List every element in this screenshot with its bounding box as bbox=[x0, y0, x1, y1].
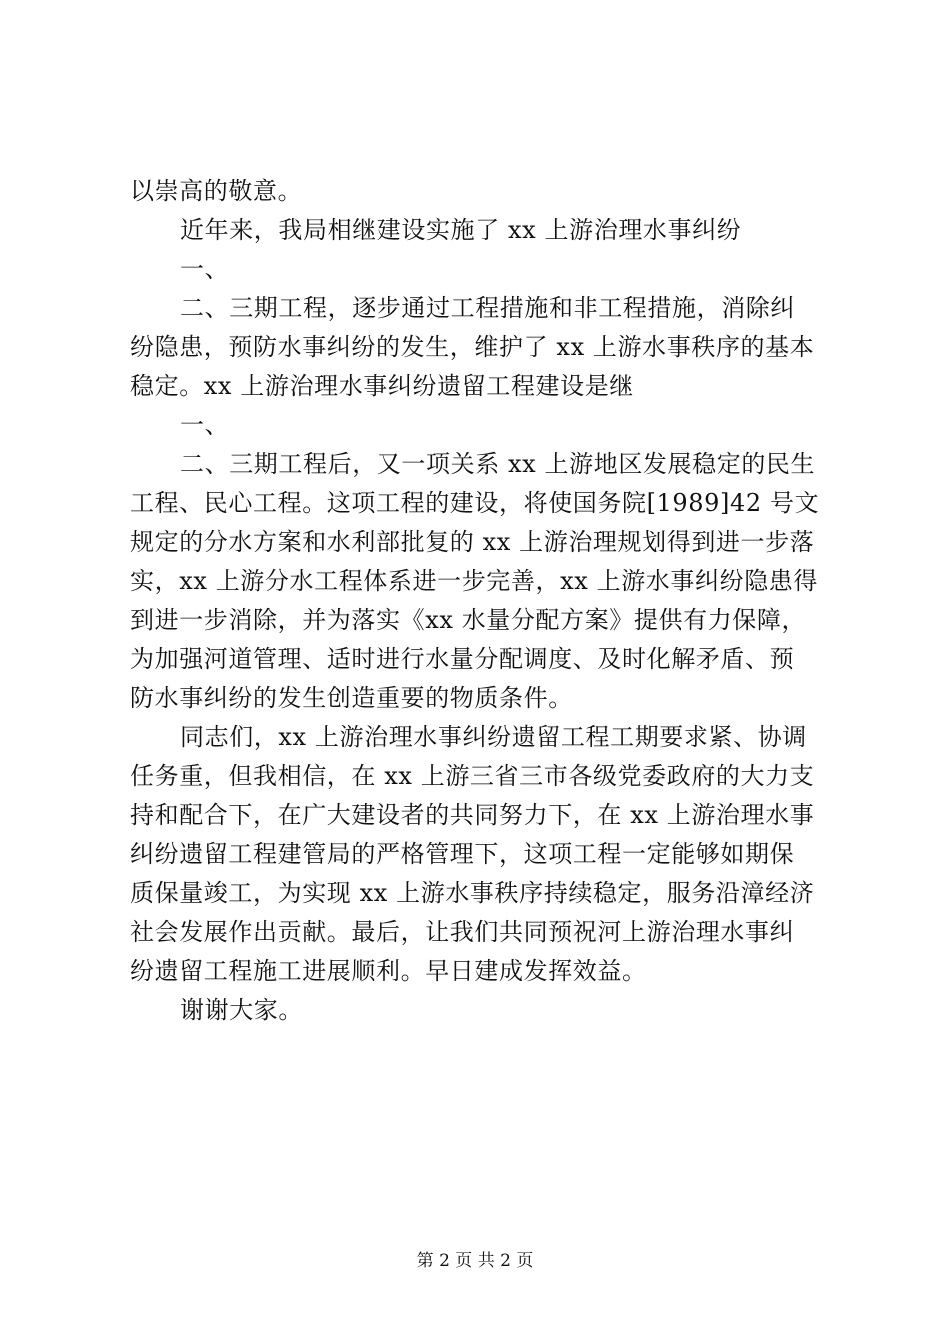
text-line: 工程、民心工程。这项工程的建设，将使国务院[1989]42 号文 bbox=[130, 489, 820, 517]
text-line: 持和配合下，在广大建设者的共同努力下，在 xx 上游治理水事 bbox=[130, 801, 815, 829]
page-footer: 第 2 页 共 2 页 bbox=[416, 1251, 534, 1271]
text-line: 谢谢大家。 bbox=[180, 996, 303, 1024]
text-line: 以崇高的敬意。 bbox=[130, 177, 303, 205]
text-line: 纷遗留工程施工进展顺利。早日建成发挥效益。 bbox=[130, 957, 647, 985]
text-line: 近年来，我局相继建设实施了 xx 上游治理水事纠纷 bbox=[180, 216, 742, 244]
text-line: 社会发展作出贡献。最后，让我们共同预祝河上游治理水事纠 bbox=[130, 918, 795, 946]
text-line: 质保量竣工，为实现 xx 上游水事秩序持续稳定，服务沿漳经济 bbox=[130, 879, 815, 907]
text-line: 一、 bbox=[180, 255, 230, 283]
text-line: 同志们，xx 上游治理水事纠纷遗留工程工期要求紧、协调 bbox=[180, 723, 807, 751]
text-line: 为加强河道管理、适时进行水量分配调度、及时化解矛盾、预 bbox=[130, 645, 795, 673]
text-line: 任务重，但我相信，在 xx 上游三省三市各级党委政府的大力支 bbox=[130, 762, 815, 790]
text-line: 一、 bbox=[180, 411, 230, 439]
text-line: 稳定。xx 上游治理水事纠纷遗留工程建设是继 bbox=[130, 372, 634, 400]
text-line: 实，xx 上游分水工程体系进一步完善，xx 上游水事纠纷隐患得 bbox=[130, 567, 818, 595]
text-line: 到进一步消除，并为落实《xx 水量分配方案》提供有力保障， bbox=[130, 606, 807, 634]
text-line: 二、三期工程，逐步通过工程措施和非工程措施，消除纠 bbox=[180, 294, 795, 322]
text-line: 二、三期工程后，又一项关系 xx 上游地区发展稳定的民生 bbox=[180, 450, 816, 478]
text-line: 纷隐患，预防水事纠纷的发生，维护了 xx 上游水事秩序的基本 bbox=[130, 333, 815, 361]
text-line: 规定的分水方案和水利部批复的 xx 上游治理规划得到进一步落 bbox=[130, 528, 815, 556]
text-line: 纠纷遗留工程建管局的严格管理下，这项工程一定能够如期保 bbox=[130, 840, 795, 868]
text-line: 防水事纠纷的发生创造重要的物质条件。 bbox=[130, 684, 573, 712]
document-body bbox=[130, 172, 830, 1030]
